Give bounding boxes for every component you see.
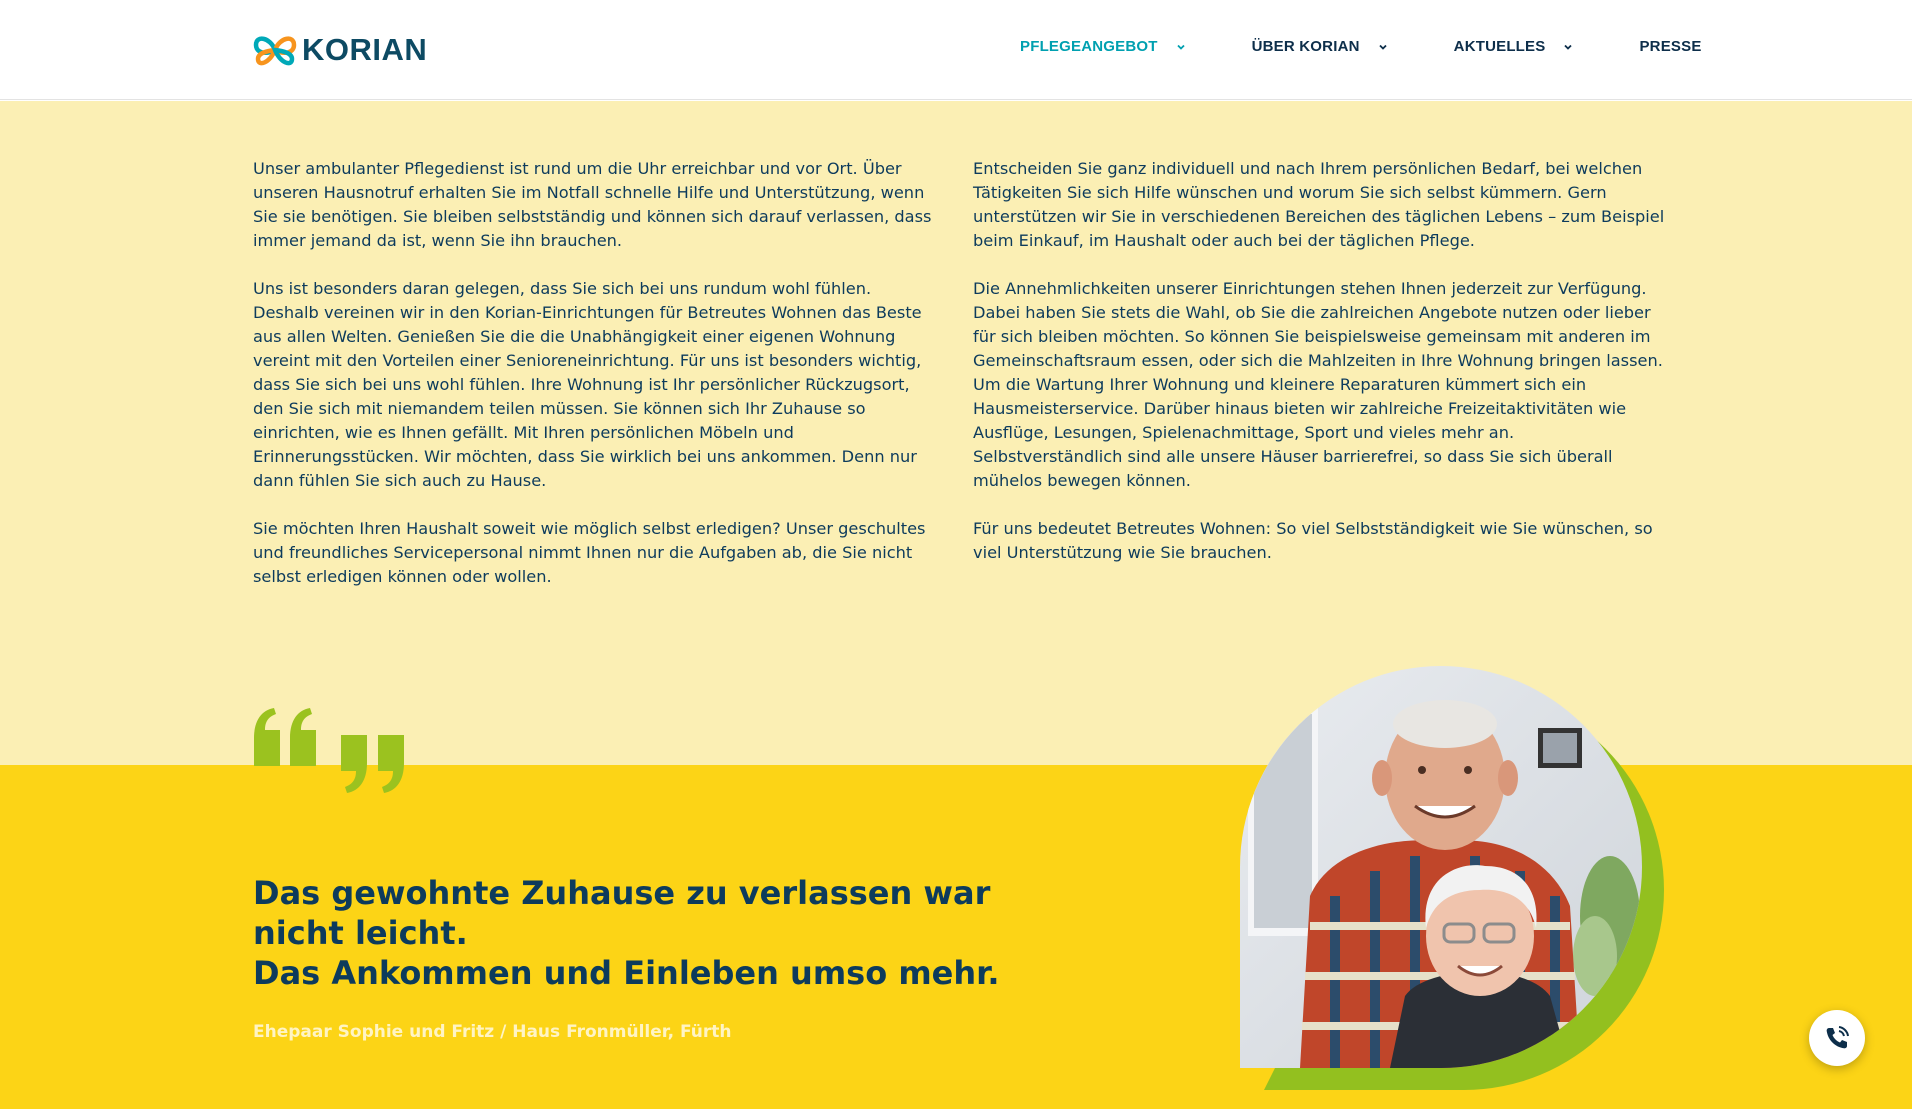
chevron-down-icon xyxy=(1563,42,1573,52)
site-header xyxy=(0,0,1912,100)
paragraph: Uns ist besonders daran gelegen, dass Sie sich bei uns rundum wohl fühlen. Deshalb vereinen wir in den Korian-Einrichtungen für Betreutes Wohnen das Beste aus allen Welten. Genießen Sie die die Unabhängigkeit einer eigenen Wohnung vereint mit den Vorteilen einer Senioreneinrichtung. Für uns ist besonders wichtig, dass Sie sich bei uns wohl fühlen. Ihre Wohnung ist Ihr persönlicher Rückzugsort, den Sie sich mit niemandem teilen müssen. Sie können sich Ihr Zuhause so einrichten, wie es Ihnen gefällt. Mit Ihren persönlichen Möbeln und Erinnerungsstücken. Wir möchten, dass Sie wirklich bei uns ankommen. Denn nur dann fühlen Sie sich auch zu Hause. xyxy=(253,279,922,490)
main-nav xyxy=(1020,38,1702,55)
quote-marks-icon xyxy=(252,708,417,793)
nav-label: PRESSE xyxy=(1639,38,1702,55)
paragraph: Unser ambulanter Pflegedienst ist rund um die Uhr erreichbar und vor Ort. Über unseren Hausnotruf erhalten Sie im Notfall schnelle Hilfe und Unterstützung, wenn Sie sie benötigen. Sie bleiben selbstständig und können sich darauf verlassen, dass immer jemand da ist, wenn Sie ihn brauchen. xyxy=(253,159,932,250)
paragraph: Die Annehmlichkeiten unserer Einrichtungen stehen Ihnen jederzeit zur Verfügung. Dabei haben Sie stets die Wahl, ob Sie die zahlreichen Angebote nutzen oder lieber für sich bleiben möchten. So können Sie beispielsweise gemeinsam mit anderen im Gemeinschaftsraum essen, oder sich die Mahlzeiten in Ihre Wohnung bringen lassen. Um die Wartung Ihrer Wohnung und kleinere Reparaturen kümmert sich ein Hausmeisterservice. Darüber hinaus bieten wir zahlreiche Freizeitaktivitäten wie Ausflüge, Lesungen, Spielenachmittage, Sport und vieles mehr an. Selbstverständlich sind alle unsere Häuser barrierefrei, so dass Sie sich überall mühelos bewegen können. xyxy=(973,279,1663,490)
chevron-down-icon xyxy=(1176,42,1186,52)
elderly-couple-photo xyxy=(1240,666,1642,1068)
call-button[interactable] xyxy=(1809,1010,1865,1066)
chevron-down-icon xyxy=(1378,42,1388,52)
nav-label: PFLEGEANGEBOT xyxy=(1020,38,1158,55)
korian-logo[interactable] xyxy=(252,31,427,69)
quote-line: Das Ankommen und Einleben umso mehr. xyxy=(253,954,1000,992)
testimonial-author: Ehepaar Sophie und Fritz / Haus Fronmüller, Fürth xyxy=(253,1022,732,1042)
nav-item-pflegeangebot[interactable] xyxy=(1020,38,1186,55)
korian-butterfly-logo-icon xyxy=(252,31,298,69)
quote-line: Das gewohnte Zuhause zu verlassen war nicht leicht. xyxy=(253,874,991,952)
paragraph: Für uns bedeutet Betreutes Wohnen: So viel Selbstständigkeit wie Sie wünschen, so viel Unterstützung wie Sie brauchen. xyxy=(973,519,1653,562)
nav-item-presse[interactable] xyxy=(1639,38,1701,55)
testimonial-quote xyxy=(253,873,1013,993)
paragraph: Entscheiden Sie ganz individuell und nach Ihrem persönlichen Bedarf, bei welchen Tätigkeiten Sie sich Hilfe wünschen und worum Sie sich selbst kümmern. Gern unterstützen wir Sie in verschiedenen Bereichen des täglichen Lebens – zum Beispiel beim Einkauf, im Haushalt oder auch bei der täglichen Pflege. xyxy=(973,159,1665,250)
nav-item-aktuelles[interactable] xyxy=(1454,38,1574,55)
nav-item-ueber-korian[interactable] xyxy=(1252,38,1388,55)
nav-label: AKTUELLES xyxy=(1453,38,1546,55)
content-column-right xyxy=(973,157,1665,589)
content-column-left xyxy=(253,157,933,613)
brand-name: KORIAN xyxy=(302,32,428,67)
paragraph: Sie möchten Ihren Haushalt soweit wie möglich selbst erledigen? Unser geschultes und freundliches Servicepersonal nimmt Ihnen nur die Aufgaben ab, die Sie nicht selbst erledigen können oder wollen. xyxy=(253,519,926,586)
nav-label: ÜBER KORIAN xyxy=(1251,38,1360,55)
phone-call-icon xyxy=(1823,1024,1851,1052)
testimonial-photo xyxy=(1240,666,1670,1096)
